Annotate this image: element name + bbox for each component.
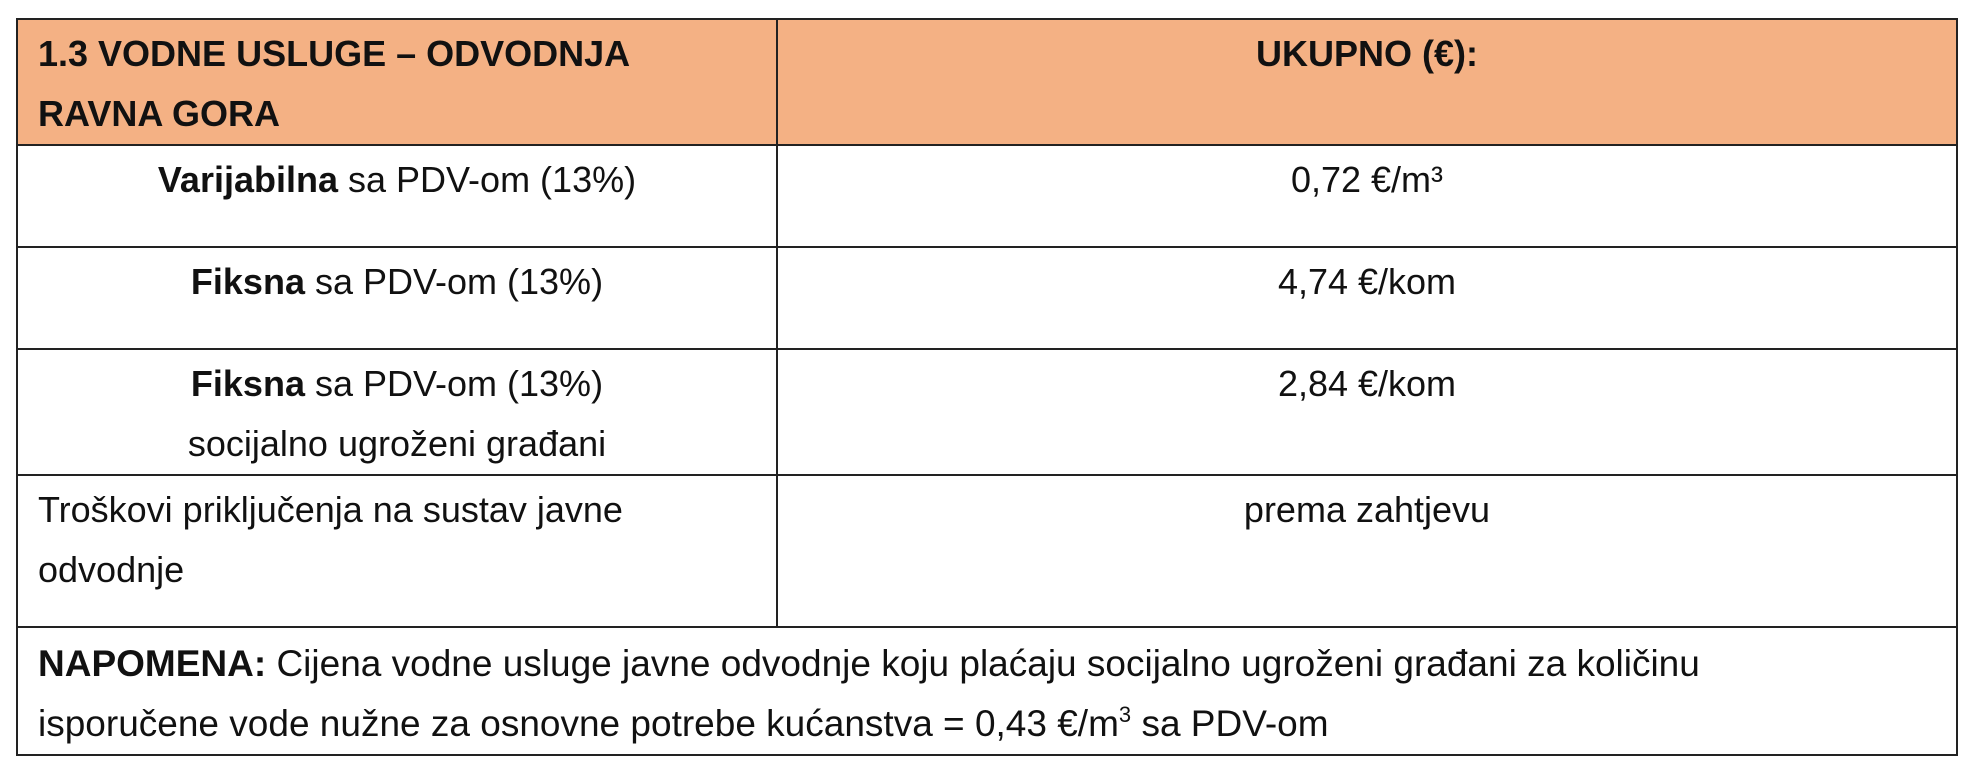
table-row — [17, 247, 1957, 349]
note-line1 — [38, 634, 1936, 694]
header-title-line1: 1.3 VODNE USLUGE – ODVODNJA — [38, 33, 631, 74]
row-value: 2,84 €/kom — [1277, 363, 1457, 404]
row-label-rest: sa PDV-om (13%) — [304, 363, 604, 404]
table-header-row — [17, 19, 1957, 145]
row-label-cell — [17, 349, 777, 475]
note-text-part3: sa PDV-om — [1131, 703, 1329, 744]
note-row — [17, 627, 1957, 755]
note-cell — [17, 627, 1957, 755]
price-table-container — [16, 18, 1956, 756]
table-row — [17, 349, 1957, 475]
row-label-line2: socijalno ugroženi građani — [187, 423, 607, 464]
row-label-cell — [17, 145, 777, 247]
note-text-part1: Cijena vodne usluge javne odvodnje koju plaćaju socijalno ugroženi građani za količinu — [266, 643, 1700, 684]
note-text-part2: isporučene vode nužne za osnovne potrebe kućanstva = 0,43 €/m — [38, 703, 1119, 744]
row-label-rest: sa PDV-om (13%) — [304, 261, 604, 302]
header-total-label: UKUPNO (€): — [1256, 33, 1478, 74]
row-value-cell — [777, 247, 1957, 349]
note-line2 — [38, 694, 1936, 754]
price-table — [16, 18, 1958, 756]
header-title-cell — [17, 19, 777, 145]
row-label-cell — [17, 475, 777, 627]
row-label-rest: sa PDV-om (13%) — [338, 159, 637, 200]
table-row — [17, 145, 1957, 247]
row-value: 0,72 €/m³ — [1290, 159, 1444, 200]
table-row — [17, 475, 1957, 627]
row-label-line2: odvodnje — [38, 549, 185, 590]
row-label-bold: Fiksna — [190, 363, 305, 404]
row-label-bold: Varijabilna — [157, 159, 338, 200]
header-title-line2: RAVNA GORA — [38, 93, 280, 134]
row-label-line1 — [38, 354, 756, 414]
row-value-cell — [777, 349, 1957, 475]
row-value: prema zahtjevu — [1243, 489, 1491, 530]
note-superscript: 3 — [1118, 702, 1132, 727]
row-value: 4,74 €/kom — [1277, 261, 1457, 302]
row-value-cell — [777, 475, 1957, 627]
header-total-cell — [777, 19, 1957, 145]
row-label-bold: Fiksna — [190, 261, 305, 302]
row-label-cell — [17, 247, 777, 349]
note-label: NAPOMENA: — [38, 643, 267, 684]
row-label-line1: Troškovi priključenja na sustav javne — [38, 489, 623, 530]
row-value-cell — [777, 145, 1957, 247]
